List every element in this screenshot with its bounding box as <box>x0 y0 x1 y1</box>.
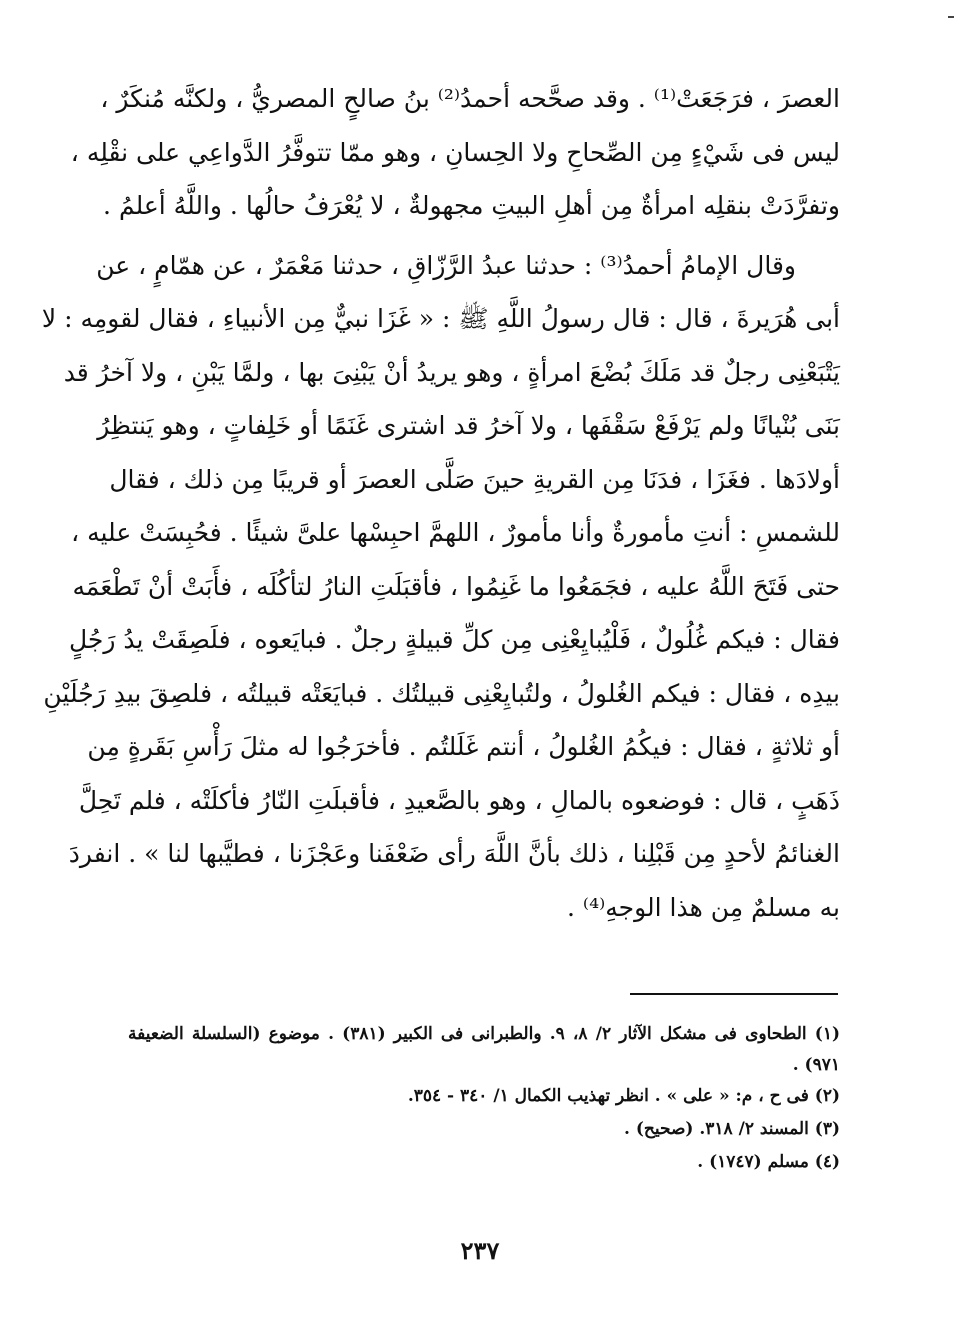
footnote-divider <box>630 993 838 995</box>
text-line: بَنَى بُنْيانًا ولم يَرْفَعْ سَقْفَها ، ولا آخرُ قد اشترى غَنَمًا أو خَلِفاتٍ ، وهو يَنتظِرُ <box>97 411 840 440</box>
footnote-4: (٤) مسلم (١٧٤٧) . <box>697 1152 840 1172</box>
text-line: العصرَ ، فرَجَعَتْ⁽¹⁾ . وقد صحَّحه أحمدُ⁽²⁾ بنُ صالحٍ المصريُّ ، ولكنَّه مُنكَرٌ ، <box>100 84 840 113</box>
footnotes <box>128 1018 840 1179</box>
text-line: وقال الإمامُ أحمدُ⁽³⁾ : حدثنا عبدُ الرَّزّاقِ ، حدثنا مَعْمَرٌ ، عن همّامٍ ، عن <box>96 250 796 280</box>
paragraph-2 <box>41 239 840 935</box>
text-line: أولادَها . فغَزَا ، فدَنَا مِن القريةِ حينَ صَلَّى العصرَ أو قريبًا مِن ذلك ، فقال <box>109 464 840 494</box>
text-line: أبى هُرَيرةَ ، قال : قال رسولُ اللَّهِ ﷺ : « غَزَا نبيٌّ مِن الأنبياءِ ، فقال لقومِه : لا <box>41 304 840 333</box>
text-line: وتفرَّدَتْ بنقلِه امرأةٌ مِن أهلِ البيتِ مجهولةٌ ، لا يُعْرَفُ حالُها . واللَّهُ أعلمُ . <box>103 191 840 220</box>
text-line: الغنائمُ لأحدٍ مِن قَبْلِنا ، ذلك بأنَّ اللَّهَ رأى ضَعْفَنا وعَجْزَنا ، فطيَّبها لنا » . انفردَ <box>68 839 840 868</box>
main-text <box>41 72 840 934</box>
paragraph-1 <box>70 72 840 233</box>
scan-edge-mark <box>948 16 954 18</box>
footnote-1-continuation: ٩٧١) . <box>792 1055 840 1075</box>
text-line: به مسلمٌ مِن هذا الوجهِ⁽⁴⁾ . <box>567 892 840 922</box>
text-line: للشمسِ : أنتِ مأمورةٌ وأنا مأمورٌ ، اللهمَّ احبِسْها علىَّ شيئًا . فحُبِسَتْ عليه ، <box>71 518 840 547</box>
text-line: يَتْبَعْنِى رجلٌ قد مَلَكَ بُضْعَ امرأةٍ ، وهو يريدُ أنْ يَبْنِىَ بها ، ولمَّا يَبْنِ ، ولا آخرُ قد <box>63 357 840 387</box>
text-line: بيدِه ، فقال : فيكم الغُلولُ ، ولتُبايِعْنِى قبيلتُك . فبايَعَتْه قبيلتُه ، فلصِقَ بيدِ رَجُلَيْنِ <box>43 678 840 708</box>
text-line: أو ثلاثةٍ ، فقال : فيكُمُ الغُلولُ ، أنتم غَلَلتُم . فأخرَجُوا له مثلَ رَأْسِ بَقَرةٍ مِن <box>87 732 840 761</box>
footnote-2: (٢) فى ح ، م: « على » . انظر تهذيب الكمال ١/ ٣٤٠ - ٣٥٤. <box>407 1086 840 1106</box>
text-line: ليس فى شَيْءٍ مِن الصِّحاحِ ولا الحِسانِ ، وهو ممّا تتوفَّرُ الدَّواعِي على نقْلِه ، <box>70 137 840 167</box>
footnote-1: (١) الطحاوى فى مشكل الآثار ٢/ ٨، ٩. والطبرانى فى الكبير (٣٨١) . موضوع (السلسلة الضعيفة <box>128 1024 840 1044</box>
footnote-3: (٣) المسند ٢/ ٣١٨. (صحيح) . <box>624 1119 840 1139</box>
text-line: فقال : فيكم غُلُولٌ ، فَلْيُبايِعْنِى مِن كلِّ قبيلةٍ رجلٌ . فبايَعوه ، فلَصِقَتْ يدُ رَجُلٍ <box>68 625 840 654</box>
page-number: ٢٣٧ <box>460 1236 500 1265</box>
text-line: ذَهَبٍ ، قال : فوضعوه بالمالِ ، وهو بالصَّعيدِ ، فأقبلَتِ النّارُ فأكلَتْه ، فلم تَحِلَّ <box>78 785 840 815</box>
text-line: حتى فَتَحَ اللَّهُ عليه ، فجَمَعُوا ما غَنِمُوا ، فأقبَلَتِ النارُ لتأكُلَه ، فأَبَتْ أنْ تَطْعَمَه <box>72 571 840 601</box>
